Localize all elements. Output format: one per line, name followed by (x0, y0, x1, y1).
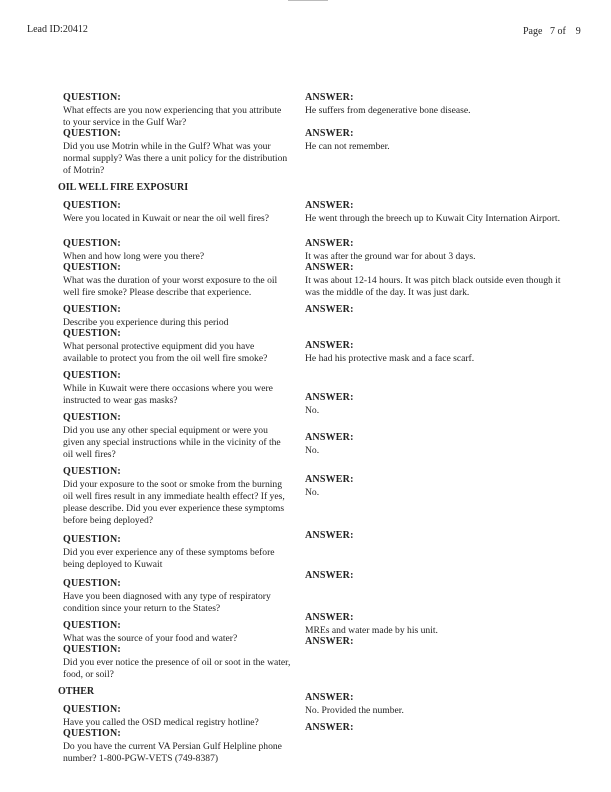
question-label: QUESTION: (63, 534, 121, 545)
answer-label: ANSWER: (305, 692, 354, 703)
answer-text: No. Provided the number. (305, 705, 404, 716)
answer-text: He can not remember. (305, 141, 390, 152)
answer-block (305, 530, 565, 543)
answer-text: No. (305, 487, 320, 498)
section-other: OTHER (58, 686, 95, 697)
question-label: QUESTION: (63, 200, 121, 211)
question-block (63, 728, 291, 765)
answer-text: He had his protective mask and a face scarf. (305, 353, 475, 364)
question-block (63, 262, 291, 299)
question-block (63, 644, 291, 681)
question-block (63, 704, 291, 729)
answer-block (305, 304, 565, 317)
question-label: QUESTION: (63, 704, 121, 715)
question-text: Did your exposure to the soot or smoke from the burning oil well fires result in any immediate health effect? If yes, please describe. Did you ever experience these symptoms before being deployed? (63, 479, 285, 526)
question-text: While in Kuwait were there occasions where you were instructed to wear gas masks? (63, 383, 273, 406)
question-label: QUESTION: (63, 620, 121, 631)
question-label: QUESTION: (63, 728, 121, 739)
answer-block (305, 570, 565, 583)
question-label: QUESTION: (63, 238, 121, 249)
question-block (63, 304, 291, 329)
answer-label: ANSWER: (305, 474, 354, 485)
answer-text: It was about 12-14 hours. It was pitch black outside even though it was the middle of the day. It was just dark. (305, 275, 561, 298)
answer-block (305, 128, 565, 153)
answer-label: ANSWER: (305, 262, 354, 273)
answer-label: ANSWER: (305, 432, 354, 443)
answer-block (305, 432, 565, 457)
answer-block (305, 636, 565, 649)
question-block (63, 620, 291, 645)
answer-text: No. (305, 445, 320, 456)
answer-label: ANSWER: (305, 304, 354, 315)
answer-text: No. (305, 405, 320, 416)
question-text: Did you use any other special equipment or were you given any special instructions while in the vicinity of the oil well fires? (63, 425, 281, 460)
answer-block (305, 340, 565, 365)
question-text: Did you use Motrin while in the Gulf? What was your normal supply? Was there a unit policy for the distribution of Motrin? (63, 141, 288, 176)
answer-block (305, 200, 565, 225)
answer-label: ANSWER: (305, 128, 354, 139)
answer-label: ANSWER: (305, 636, 354, 647)
question-block (63, 412, 291, 461)
answer-label: ANSWER: (305, 200, 354, 211)
page-number: Page 7 of 9 (523, 26, 581, 37)
question-label: QUESTION: (63, 466, 121, 477)
question-block (63, 128, 291, 177)
question-text: Were you located in Kuwait or near the oil well fires? (63, 213, 269, 224)
answer-label: ANSWER: (305, 530, 354, 541)
question-text: What effects are you now experiencing that you attribute to your service in the Gulf War? (63, 105, 282, 128)
question-block (63, 92, 291, 129)
question-block (63, 466, 291, 527)
question-label: QUESTION: (63, 370, 121, 381)
answer-label: ANSWER: (305, 92, 354, 103)
answer-label: ANSWER: (305, 238, 354, 249)
question-block (63, 238, 291, 263)
answer-block (305, 692, 565, 717)
lead-id: Lead ID:20412 (27, 24, 88, 35)
question-label: QUESTION: (63, 304, 121, 315)
question-label: QUESTION: (63, 578, 121, 589)
question-text: What was the source of your food and water? (63, 633, 238, 644)
question-label: QUESTION: (63, 412, 121, 423)
answer-block (305, 262, 565, 299)
question-block (63, 328, 291, 365)
question-block (63, 200, 291, 225)
answer-text: MREs and water made by his unit. (305, 625, 438, 636)
answer-label: ANSWER: (305, 570, 354, 581)
question-label: QUESTION: (63, 328, 121, 339)
answer-text: He suffers from degenerative bone disease. (305, 105, 471, 116)
answer-label: ANSWER: (305, 392, 354, 403)
question-block (63, 578, 291, 615)
answer-block (305, 474, 565, 499)
answer-label: ANSWER: (305, 722, 354, 733)
question-block (63, 534, 291, 571)
question-block (63, 370, 291, 407)
question-text: When and how long were you there? (63, 251, 205, 262)
question-text: What was the duration of your worst exposure to the oil well fire smoke? Please describe that experience. (63, 275, 278, 298)
section-oil-well: OIL WELL FIRE EXPOSURI (58, 182, 189, 193)
question-text: What personal protective equipment did you have available to protect you from the oil well fire smoke? (63, 341, 268, 364)
question-label: QUESTION: (63, 128, 121, 139)
question-text: Did you ever experience any of these symptoms before being deployed to Kuwait (63, 547, 275, 570)
question-label: QUESTION: (63, 262, 121, 273)
scan-mark (288, 0, 328, 1)
answer-label: ANSWER: (305, 612, 354, 623)
question-label: QUESTION: (63, 92, 121, 103)
question-text: Have you been diagnosed with any type of respiratory condition since your return to the States? (63, 591, 271, 614)
answer-block (305, 392, 565, 417)
answer-block (305, 92, 565, 117)
answer-text: It was after the ground war for about 3 days. (305, 251, 476, 262)
answer-block (305, 612, 565, 637)
question-text: Describe you experience during this period (63, 317, 229, 328)
answer-block (305, 238, 565, 263)
answer-text: He went through the breech up to Kuwait City Internation Airport. (305, 213, 560, 224)
answer-label: ANSWER: (305, 340, 354, 351)
question-label: QUESTION: (63, 644, 121, 655)
answer-block (305, 722, 565, 735)
question-text: Have you called the OSD medical registry hotline? (63, 717, 259, 728)
question-text: Do you have the current VA Persian Gulf Helpline phone number? 1-800-PGW-VETS (749-8387) (63, 741, 282, 764)
question-text: Did you ever notice the presence of oil or soot in the water, food, or soil? (63, 657, 291, 680)
